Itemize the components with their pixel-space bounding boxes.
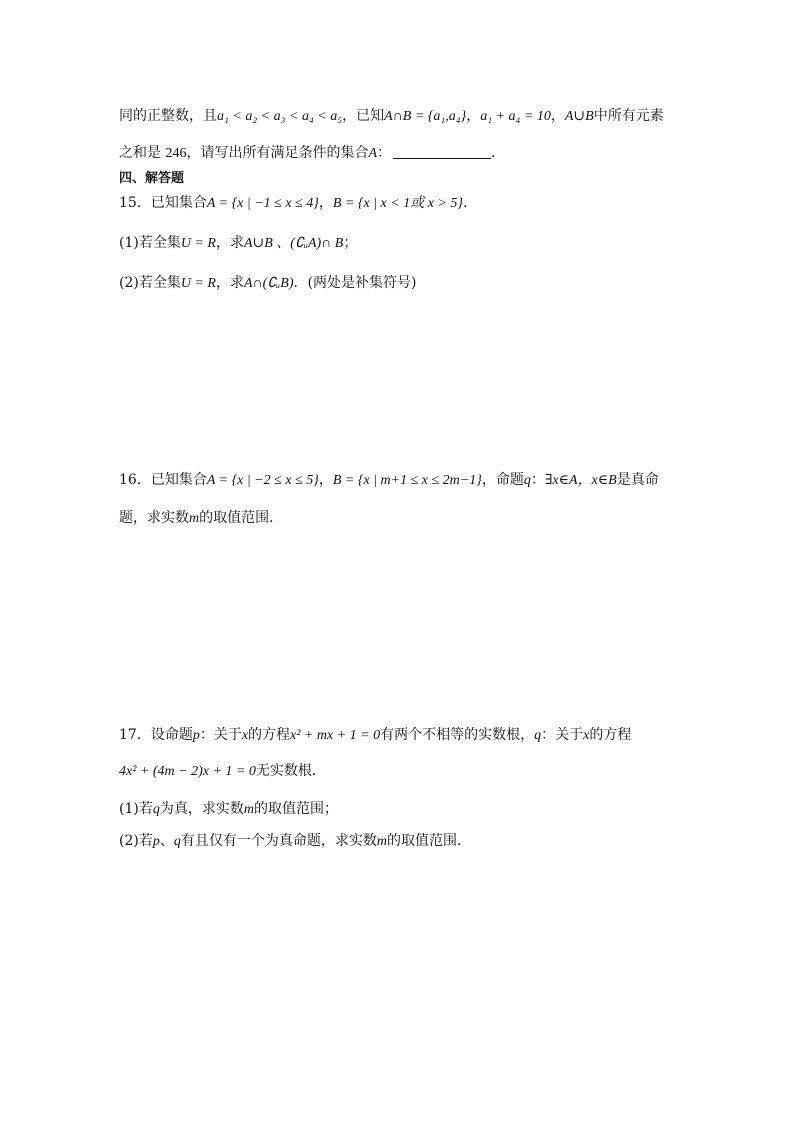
continuation-line-1: 同的正整数，且a₁ < a₂ < a₃ < a₄ < a₅，已知A∩B = {a₁,a₄}，a₁ + a₄ = 10，A∪B中所有元素 bbox=[119, 108, 664, 124]
period: . bbox=[491, 145, 496, 161]
q16-stem: 16．已知集合A = {x | −2 ≤ x ≤ 5}，B = {x | m+1 ≤ x ≤ 2m−1}，命题q：∃x∈A，x∈B是真命 bbox=[119, 472, 659, 488]
q17-stem bbox=[119, 725, 631, 746]
text: 有两个不相等的实数根， bbox=[380, 727, 535, 743]
q15-number: 15．已知集合 bbox=[119, 195, 207, 211]
variable-m: m bbox=[243, 802, 254, 817]
proposition-p: p bbox=[192, 728, 200, 743]
q16-set-b: B = {x | m+1 ≤ x ≤ 2m−1} bbox=[332, 473, 482, 488]
intersection-expr: A∩B = {a₁,a₄} bbox=[384, 109, 467, 124]
variable-x: x bbox=[241, 728, 249, 743]
q17-number: 17．设命题 bbox=[119, 727, 193, 743]
equation-1: x² + mx + 1 = 0 bbox=[290, 728, 381, 743]
q16-number: 16．已知集合 bbox=[119, 472, 207, 488]
answer-blank[interactable] bbox=[393, 144, 491, 159]
proposition-q: q bbox=[152, 802, 160, 817]
set-A: A bbox=[368, 146, 378, 161]
inequality-chain: a₁ < a₂ < a₃ < a₄ < a₅ bbox=[217, 109, 343, 124]
q15-note: ．(两处是补集符号) bbox=[293, 275, 417, 291]
text: 题，求实数 bbox=[119, 510, 189, 526]
proposition-p: p bbox=[152, 834, 160, 849]
q16-line2 bbox=[119, 508, 283, 529]
text: 的取值范围． bbox=[386, 833, 471, 849]
text: 的方程 bbox=[589, 727, 632, 743]
proposition-q: q bbox=[173, 834, 181, 849]
number-246: 246 bbox=[165, 146, 187, 161]
q16-set-a: A = {x | −2 ≤ x ≤ 5} bbox=[206, 473, 319, 488]
q15-set-b: B = {x | x < 1或 x > 5} bbox=[332, 196, 463, 211]
proposition-q: q bbox=[534, 728, 542, 743]
q17-part2 bbox=[119, 831, 471, 852]
existential-expr: ∃x∈A，x∈B bbox=[544, 473, 617, 488]
variable-m: m bbox=[376, 834, 387, 849]
section-heading: 四、解答题 bbox=[119, 171, 185, 186]
variable-m: m bbox=[189, 511, 200, 526]
text: ，已知 bbox=[342, 108, 385, 124]
text: ，命题 bbox=[481, 472, 524, 488]
text: 同的正整数，且 bbox=[119, 108, 217, 124]
q15-set-a: A = {x | −1 ≤ x ≤ 4} bbox=[206, 196, 319, 211]
text: 、 bbox=[159, 833, 174, 849]
text: 的取值范围； bbox=[253, 801, 338, 817]
q15-part1-expr: A∪B 、(∁ᵤA)∩ B bbox=[243, 236, 344, 251]
proposition-q: q bbox=[523, 473, 531, 488]
q15-part2 bbox=[119, 273, 416, 294]
text: 有且仅有一个为真命题，求实数 bbox=[180, 833, 377, 849]
text: 中所有元素 bbox=[593, 108, 664, 124]
text: (1)若 bbox=[119, 801, 153, 817]
union-expr: A∪B bbox=[564, 109, 594, 124]
text: 之和是 bbox=[119, 145, 161, 161]
text: (1)若全集 bbox=[119, 235, 181, 251]
text: ： bbox=[377, 145, 392, 161]
universal-set: U = R bbox=[180, 236, 216, 251]
text: 是真命 bbox=[616, 472, 659, 488]
q15-part1 bbox=[119, 233, 357, 254]
text: ，请写出所有满足条件的集合 bbox=[186, 145, 369, 161]
text: ：关于 bbox=[541, 727, 584, 743]
text: 的方程 bbox=[248, 727, 291, 743]
text: ，求 bbox=[215, 275, 244, 291]
text: 的取值范围． bbox=[199, 510, 284, 526]
text: 无实数根． bbox=[255, 763, 326, 779]
text: 为真，求实数 bbox=[159, 801, 244, 817]
q15-stem: 15．已知集合A = {x | −1 ≤ x ≤ 4}，B = {x | x < 1或 x > 5}. bbox=[119, 195, 468, 211]
variable-x: x bbox=[583, 728, 590, 743]
sum-expr: a₁ + a₄ = 10 bbox=[480, 109, 551, 124]
text: ，求 bbox=[215, 235, 244, 251]
text: ； bbox=[343, 235, 358, 251]
equation-2: 4x² + (4m − 2)x + 1 = 0 bbox=[119, 764, 256, 779]
text: ：关于 bbox=[199, 727, 242, 743]
text: (2)若 bbox=[119, 833, 153, 849]
q17-line2 bbox=[119, 761, 326, 782]
text: ： bbox=[530, 472, 545, 488]
continuation-line-2 bbox=[119, 143, 495, 164]
q15-part2-expr: A∩(∁ᵤB) bbox=[243, 276, 294, 291]
q17-part1 bbox=[119, 799, 338, 820]
universal-set: U = R bbox=[180, 276, 216, 291]
text: (2)若全集 bbox=[119, 275, 181, 291]
